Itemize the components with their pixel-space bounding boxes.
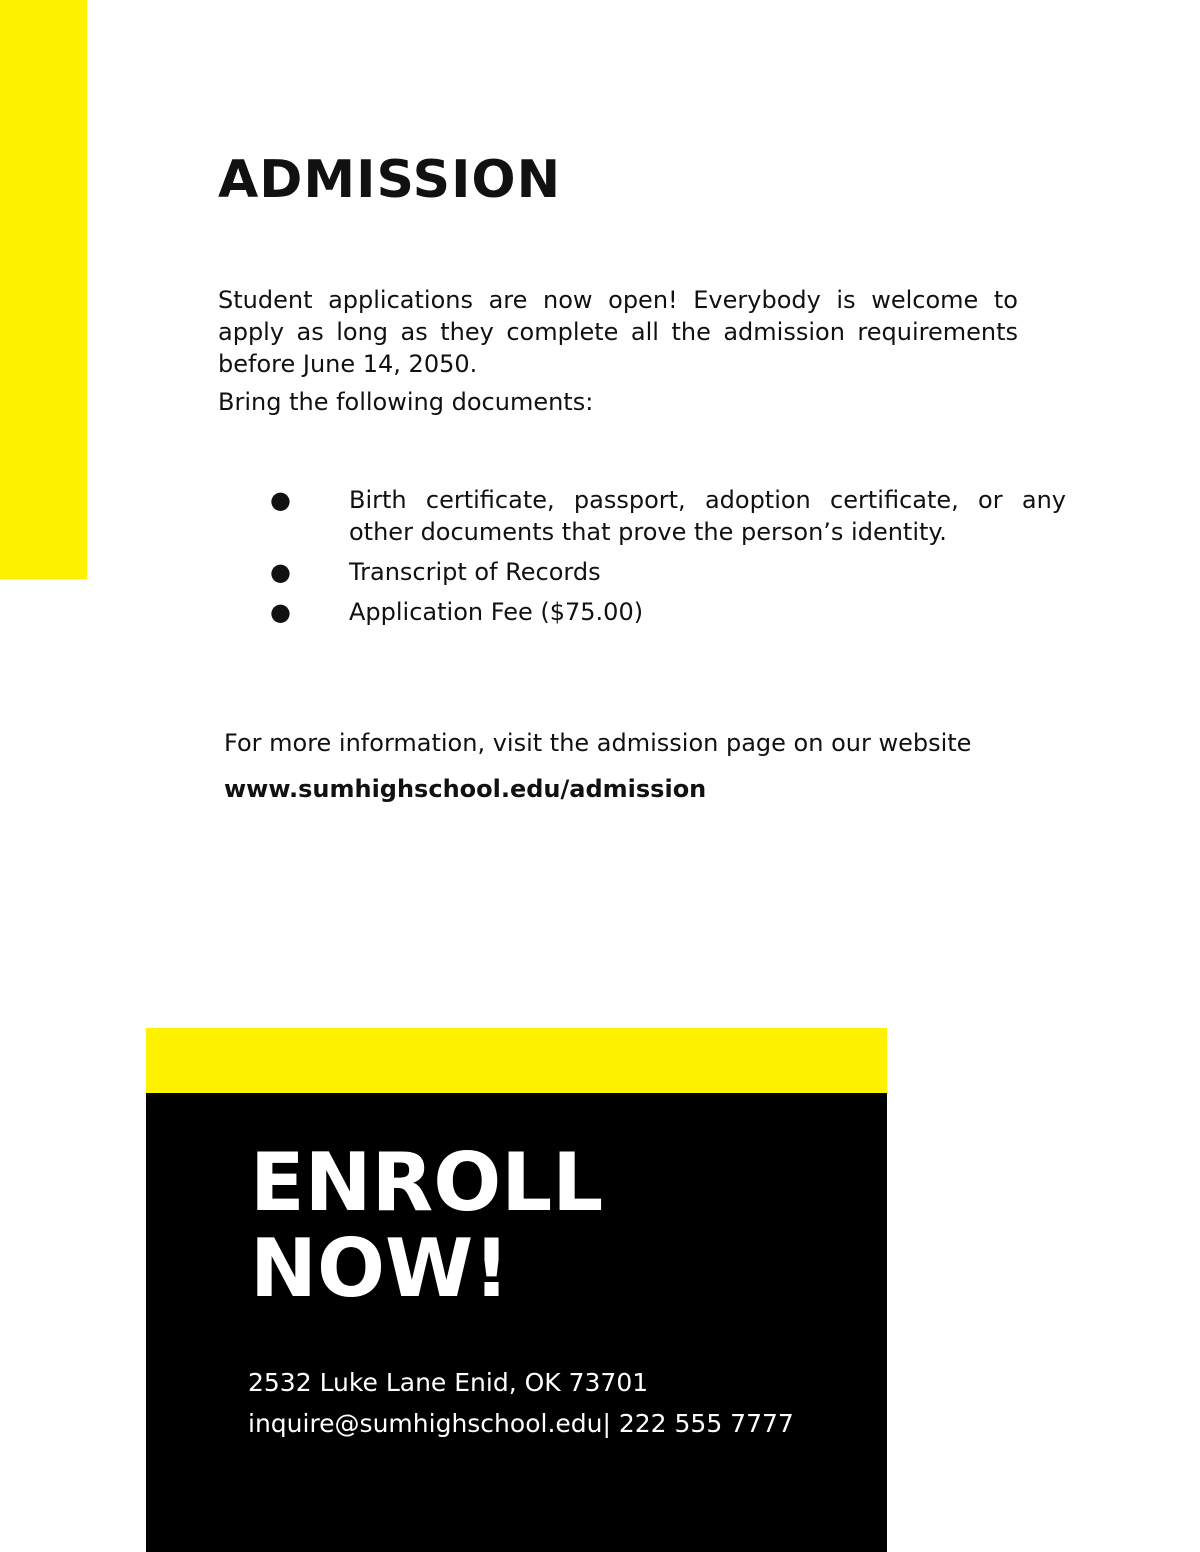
list-item — [270, 484, 1066, 548]
card-yellow-band — [146, 1028, 887, 1093]
contact-info: inquire@sumhighschool.edu| 222 555 7777 — [248, 1409, 794, 1438]
website-link[interactable]: www.sumhighschool.edu/admission — [224, 775, 707, 803]
enroll-card — [146, 1028, 887, 1552]
page-title: ADMISSION — [218, 150, 562, 210]
address: 2532 Luke Lane Enid, OK 73701 — [248, 1368, 649, 1397]
list-item-text: Application Fee ($75.00) — [349, 598, 644, 626]
list-item — [270, 596, 1066, 628]
documents-list — [270, 484, 1066, 636]
documents-heading: Bring the following documents: — [218, 388, 594, 416]
enroll-heading — [250, 1136, 604, 1315]
bullet-icon: ● — [270, 558, 291, 586]
more-info-text: For more information, visit the admission page on our website — [224, 729, 972, 757]
list-item — [270, 556, 1066, 588]
list-item-text: Birth certificate, passport, adoption certificate, or any other documents that prove the person’s identity. — [349, 486, 1066, 546]
contact-block — [248, 1362, 794, 1444]
enroll-line1: ENROLL — [250, 1136, 604, 1229]
bullet-icon: ● — [270, 598, 291, 626]
bullet-icon: ● — [270, 486, 291, 514]
list-item-text: Transcript of Records — [349, 558, 601, 586]
yellow-side-bar — [0, 0, 87, 579]
intro-text: Student applications are now open! Everybody is welcome to apply as long as they complete all the admission requirements before June 14, 2050. — [218, 286, 1018, 378]
enroll-line2: NOW! — [250, 1222, 510, 1315]
